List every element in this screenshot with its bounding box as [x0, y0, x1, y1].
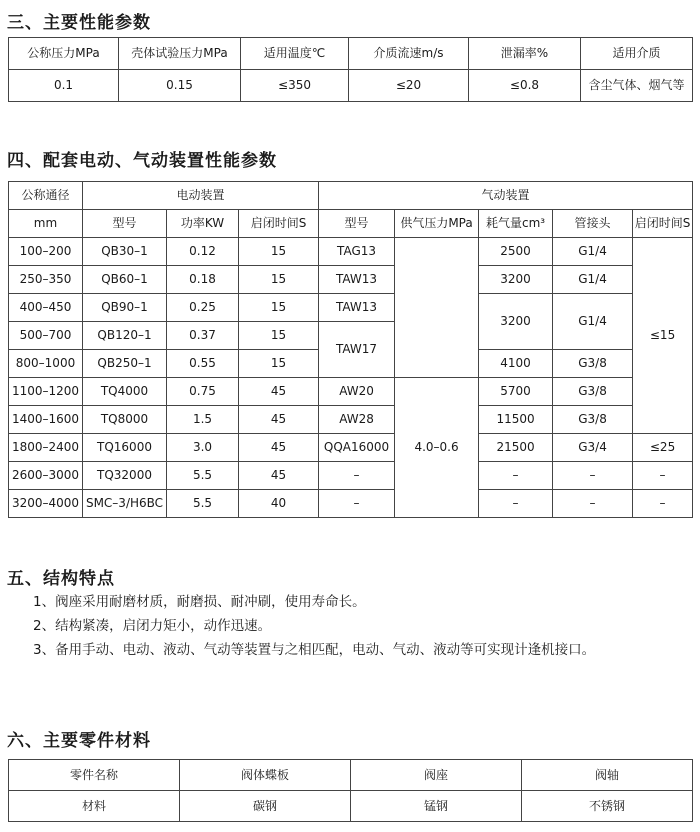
materials-table: [8, 759, 693, 822]
table-row: [9, 210, 693, 238]
table-row: [9, 406, 693, 434]
table-row: [9, 791, 693, 822]
header-cell: 适用介质: [581, 38, 693, 70]
p-model-cell: TAW17: [319, 322, 395, 378]
table-row: [9, 266, 693, 294]
header-cell: 供气压力MPa: [395, 210, 479, 238]
dn-cell: 2600–3000: [9, 462, 83, 490]
e-model-cell: QB250–1: [83, 350, 167, 378]
p-model-cell: TAW13: [319, 266, 395, 294]
e-power-cell: 0.12: [167, 238, 239, 266]
p-model-cell: QQA16000: [319, 434, 395, 462]
p-fitting-cell: G3/4: [553, 434, 633, 462]
p-model-cell: TAG13: [319, 238, 395, 266]
p-air-cell: 4100: [479, 350, 553, 378]
table-row: [9, 490, 693, 518]
e-time-cell: 15: [239, 238, 319, 266]
p-time-cell: –: [633, 490, 693, 518]
table-row: [9, 38, 693, 70]
p-model-cell: TAW13: [319, 294, 395, 322]
table-row: [9, 760, 693, 791]
e-model-cell: QB120–1: [83, 322, 167, 350]
list-item: 3、备用手动、电动、液动、气动等装置与之相匹配，电动、气动、液动等可实现计逢机接口。: [33, 642, 596, 658]
e-power-cell: 5.5: [167, 462, 239, 490]
list-item: 1、阀座采用耐磨材质，耐磨损、耐冲刷，使用寿命长。: [33, 594, 366, 610]
e-model-cell: QB90–1: [83, 294, 167, 322]
header-cell: 公称压力MPa: [9, 38, 119, 70]
p-fitting-cell: –: [553, 462, 633, 490]
p-model-cell: –: [319, 490, 395, 518]
performance-table: [8, 37, 693, 102]
table-row: [9, 462, 693, 490]
e-power-cell: 1.5: [167, 406, 239, 434]
section-3-title: 三、主要性能参数: [7, 13, 151, 33]
p-fitting-cell: –: [553, 490, 633, 518]
actuator-table: [8, 181, 693, 518]
value-cell: 0.15: [119, 70, 241, 102]
header-cell: 阀体蝶板: [180, 760, 351, 791]
p-fitting-cell: G1/4: [553, 294, 633, 350]
feature-list: [33, 590, 595, 662]
header-cell: 启闭时间S: [239, 210, 319, 238]
e-power-cell: 0.55: [167, 350, 239, 378]
header-cell: 壳体试验压力MPa: [119, 38, 241, 70]
value-cell: ≤350: [241, 70, 349, 102]
header-cell: 型号: [83, 210, 167, 238]
p-air-cell: 3200: [479, 294, 553, 350]
value-cell: 含尘气体、烟气等: [581, 70, 693, 102]
p-air-cell: –: [479, 490, 553, 518]
e-time-cell: 15: [239, 294, 319, 322]
e-model-cell: SMC–3/H6BC: [83, 490, 167, 518]
dn-header: 公称通径: [9, 182, 83, 210]
p-air-cell: 21500: [479, 434, 553, 462]
dn-cell: 3200–4000: [9, 490, 83, 518]
e-power-cell: 5.5: [167, 490, 239, 518]
table-row: [9, 294, 693, 322]
e-time-cell: 15: [239, 266, 319, 294]
table-row: [9, 182, 693, 210]
header-cell: 型号: [319, 210, 395, 238]
e-time-cell: 15: [239, 322, 319, 350]
dn-cell: 250–350: [9, 266, 83, 294]
dn-cell: 1100–1200: [9, 378, 83, 406]
header-cell: 阀座: [351, 760, 522, 791]
p-fitting-cell: G3/8: [553, 378, 633, 406]
value-cell: 材料: [9, 791, 180, 822]
section-4-title: 四、配套电动、气动装置性能参数: [7, 151, 277, 171]
header-cell: 零件名称: [9, 760, 180, 791]
e-model-cell: TQ16000: [83, 434, 167, 462]
header-cell: 启闭时间S: [633, 210, 693, 238]
e-time-cell: 40: [239, 490, 319, 518]
e-model-cell: TQ4000: [83, 378, 167, 406]
e-time-cell: 45: [239, 434, 319, 462]
p-model-cell: AW20: [319, 378, 395, 406]
value-cell: ≤0.8: [469, 70, 581, 102]
e-time-cell: 45: [239, 462, 319, 490]
p-fitting-cell: G1/4: [553, 238, 633, 266]
dn-cell: 400–450: [9, 294, 83, 322]
p-air-cell: 2500: [479, 238, 553, 266]
header-cell: 介质流速m/s: [349, 38, 469, 70]
e-model-cell: TQ8000: [83, 406, 167, 434]
e-power-cell: 0.37: [167, 322, 239, 350]
p-pressure-merged: 4.0–0.6: [395, 378, 479, 518]
header-cell: 阀轴: [522, 760, 693, 791]
table-row: [9, 378, 693, 406]
dn-cell: 100–200: [9, 238, 83, 266]
e-model-cell: QB60–1: [83, 266, 167, 294]
p-model-cell: AW28: [319, 406, 395, 434]
e-power-cell: 0.75: [167, 378, 239, 406]
e-time-cell: 45: [239, 378, 319, 406]
p-air-cell: –: [479, 462, 553, 490]
e-power-cell: 0.18: [167, 266, 239, 294]
value-cell: 碳钢: [180, 791, 351, 822]
p-time-merged-b: ≤25: [633, 434, 693, 462]
header-cell: 功率KW: [167, 210, 239, 238]
list-item: 2、结构紧凑，启闭力矩小，动作迅速。: [33, 618, 272, 634]
e-model-cell: QB30–1: [83, 238, 167, 266]
dn-cell: 1800–2400: [9, 434, 83, 462]
p-air-cell: 11500: [479, 406, 553, 434]
p-time-cell: –: [633, 462, 693, 490]
section-6-title: 六、主要零件材料: [7, 731, 151, 751]
dn-cell: 1400–1600: [9, 406, 83, 434]
table-row: [9, 238, 693, 266]
dn-cell: 800–1000: [9, 350, 83, 378]
p-pressure-empty: [395, 238, 479, 378]
section-5-title: 五、结构特点: [7, 569, 115, 589]
value-cell: 不锈钢: [522, 791, 693, 822]
header-cell: 管接头: [553, 210, 633, 238]
e-power-cell: 3.0: [167, 434, 239, 462]
table-row: [9, 434, 693, 462]
p-model-cell: –: [319, 462, 395, 490]
e-model-cell: TQ32000: [83, 462, 167, 490]
p-air-cell: 5700: [479, 378, 553, 406]
table-row: [9, 70, 693, 102]
header-cell: 耗气量cm³: [479, 210, 553, 238]
value-cell: ≤20: [349, 70, 469, 102]
p-fitting-cell: G1/4: [553, 266, 633, 294]
electric-header: 电动装置: [83, 182, 319, 210]
e-time-cell: 45: [239, 406, 319, 434]
header-cell: 泄漏率%: [469, 38, 581, 70]
pneumatic-header: 气动装置: [319, 182, 693, 210]
dn-unit: mm: [9, 210, 83, 238]
p-air-cell: 3200: [479, 266, 553, 294]
e-power-cell: 0.25: [167, 294, 239, 322]
e-time-cell: 15: [239, 350, 319, 378]
dn-cell: 500–700: [9, 322, 83, 350]
header-cell: 适用温度℃: [241, 38, 349, 70]
value-cell: 锰钢: [351, 791, 522, 822]
value-cell: 0.1: [9, 70, 119, 102]
p-fitting-cell: G3/8: [553, 406, 633, 434]
p-time-merged-a: ≤15: [633, 238, 693, 434]
p-fitting-cell: G3/8: [553, 350, 633, 378]
